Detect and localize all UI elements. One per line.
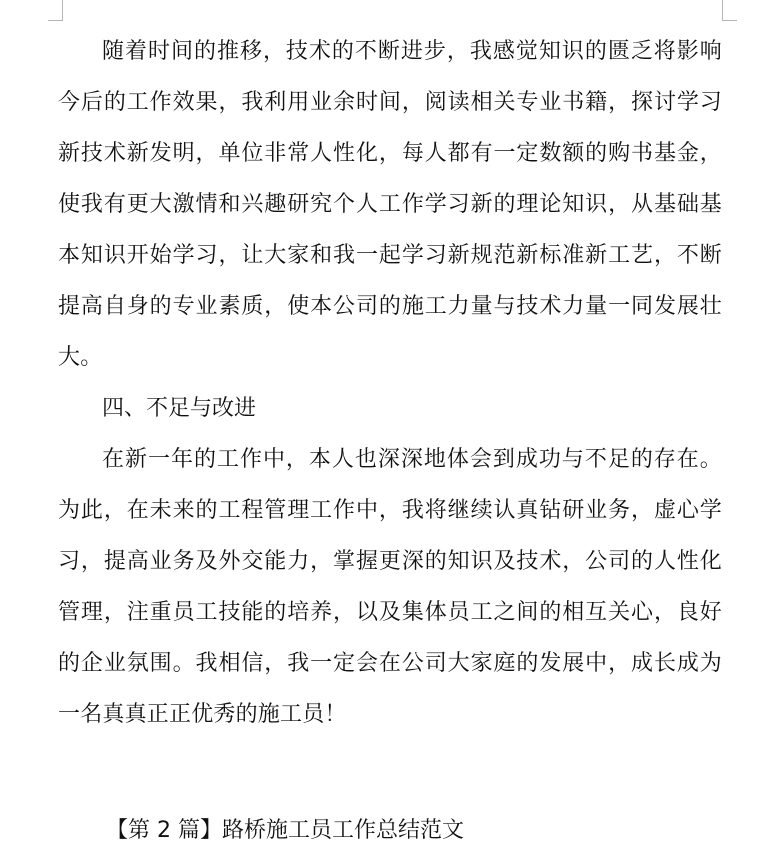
top-left-margin-mark bbox=[48, 0, 63, 21]
body-paragraph: 在新一年的工作中，本人也深深地体会到成功与不足的存在。为此，在未来的工程管理工作中，我将继续认真钻研业务，虚心学习，提高业务及外交能力，掌握更深的知识及技术，公司的人性化管理，注重员工技能的培养，以及集体员工之间的相互关心，良好的企业氛围。我相信，我一定会在公司大家庭的发展中，成长成为一名真真正正优秀的施工员！ bbox=[58, 447, 722, 727]
document-body bbox=[58, 26, 722, 856]
paragraph-spacer bbox=[58, 740, 722, 791]
top-right-margin-mark bbox=[722, 0, 737, 21]
section-heading: 四、不足与改进 bbox=[102, 396, 257, 421]
article-title: 【第 2 篇】路桥施工员工作总结范文 bbox=[106, 818, 464, 843]
body-paragraph: 随着时间的推移，技术的不断进步，我感觉知识的匮乏将影响今后的工作效果，我利用业余时间，阅读相关专业书籍，探讨学习新技术新发明，单位非常人性化，每人都有一定数额的购书基金，使我有更大激情和兴趣研究个人工作学习新的理论知识，从基础基本知识开始学习，让大家和我一起学习新规范新标准新工艺，不断提高自身的专业素质，使本公司的施工力量与技术力量一同发展壮大。 bbox=[58, 39, 722, 370]
